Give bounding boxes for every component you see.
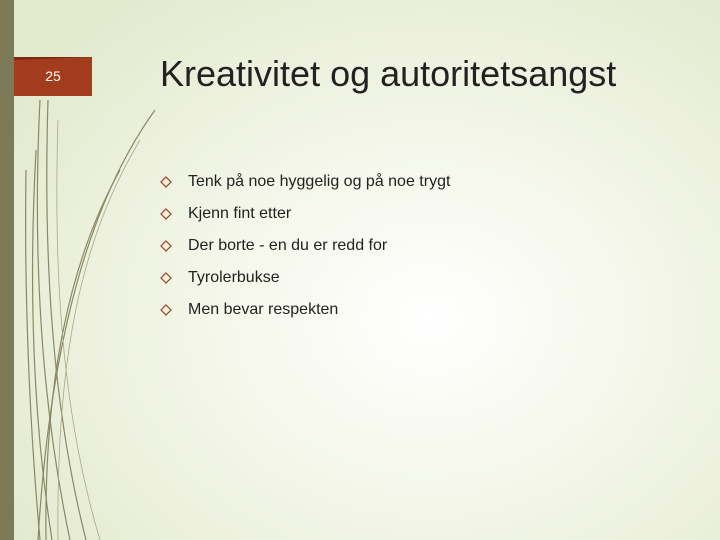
diamond-outline-icon — [160, 176, 172, 188]
bullet-item — [160, 198, 450, 230]
bullet-item — [160, 262, 450, 294]
diamond-outline-icon — [160, 272, 172, 284]
diamond-outline-icon — [160, 208, 172, 220]
slide-title: Kreativitet og autoritetsangst — [160, 53, 617, 94]
bullet-item — [160, 166, 450, 198]
bullet-text: Kjenn fint etter — [188, 205, 292, 222]
bullet-text: Der borte - en du er redd for — [188, 237, 388, 254]
bullet-text: Tyrolerbukse — [188, 269, 280, 286]
slide-number: 25 — [45, 68, 61, 84]
bullet-item — [160, 294, 450, 326]
diamond-outline-icon — [160, 304, 172, 316]
bullet-item — [160, 230, 450, 262]
bullet-text: Tenk på noe hyggelig og på noe trygt — [188, 173, 451, 190]
bullet-list — [160, 166, 450, 326]
bullet-text: Men bevar respekten — [188, 301, 339, 318]
diamond-outline-icon — [160, 240, 172, 252]
